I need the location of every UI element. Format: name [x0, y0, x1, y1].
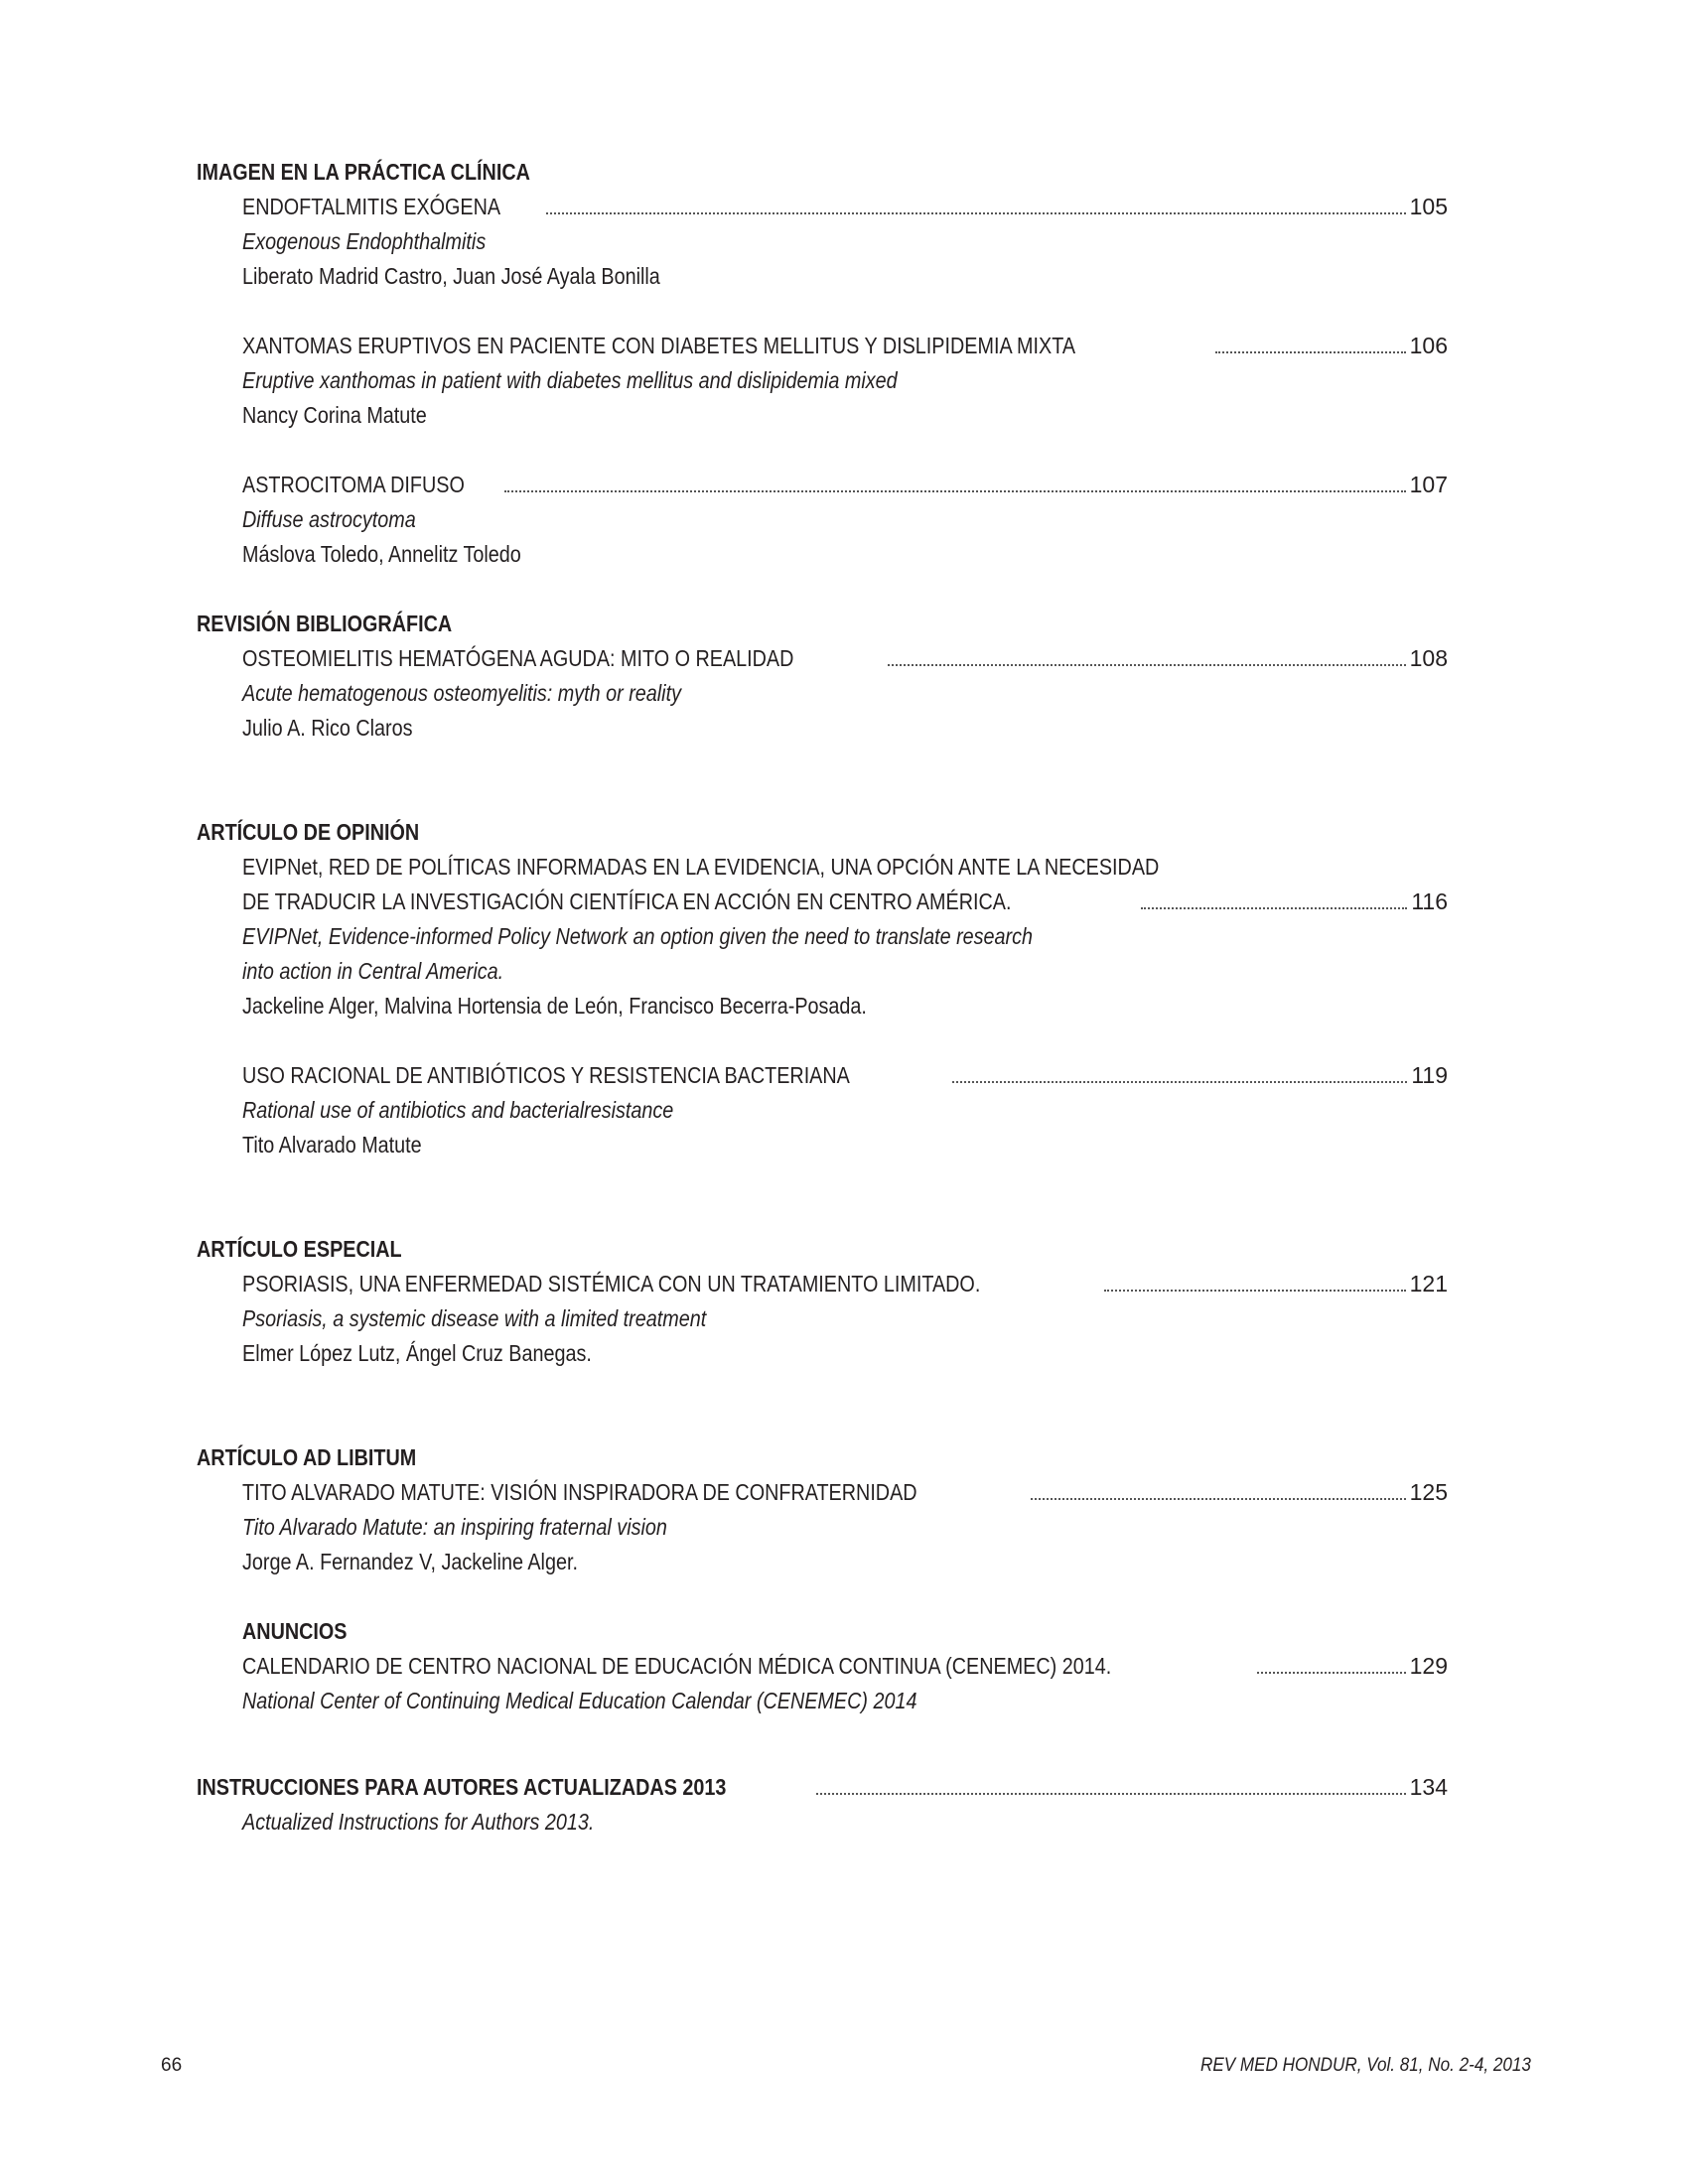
- entry-title: OSTEOMIELITIS HEMATÓGENA AGUDA: MITO O REALIDAD: [242, 645, 794, 671]
- page-number: 116: [1411, 888, 1448, 914]
- dot-leader: [546, 212, 1405, 214]
- entry-english-title: Diffuse astrocytoma: [242, 506, 416, 532]
- entry-english-title: National Center of Continuing Medical Education Calendar (CENEMEC) 2014: [242, 1688, 917, 1713]
- dot-leader: [1141, 907, 1408, 909]
- toc-entry[interactable]: [197, 850, 1448, 1024]
- entry-title: USO RACIONAL DE ANTIBIÓTICOS Y RESISTENCIA BACTERIANA: [242, 1062, 850, 1088]
- entry-english-title: Eruptive xanthomas in patient with diabetes mellitus and dislipidemia mixed: [242, 367, 898, 393]
- anuncios-title: ANUNCIOS: [242, 1618, 348, 1644]
- entry-english-title: into action in Central America.: [242, 958, 504, 984]
- entry-english-title: EVIPNet, Evidence-informed Policy Network an option given the need to translate research: [242, 923, 1034, 949]
- footer-page-number: 66: [161, 2055, 183, 2076]
- section-title: ARTÍCULO DE OPINIÓN: [197, 819, 420, 845]
- entry-english-title: Exogenous Endophthalmitis: [242, 228, 487, 254]
- entry-authors: Jorge A. Fernandez V, Jackeline Alger.: [242, 1549, 578, 1574]
- section-title: INSTRUCCIONES PARA AUTORES ACTUALIZADAS 2013: [197, 1774, 727, 1800]
- page-number: 107: [1409, 472, 1448, 497]
- entry-authors: Elmer López Lutz, Ángel Cruz Banegas.: [242, 1340, 592, 1366]
- page-number: 105: [1409, 194, 1448, 219]
- entry-authors: Máslova Toledo, Annelitz Toledo: [242, 541, 521, 567]
- toc-entry[interactable]: [197, 1267, 1448, 1371]
- entry-english-title: Acute hematogenous osteomyelitis: myth or reality: [242, 680, 681, 706]
- entry-title: PSORIASIS, UNA ENFERMEDAD SISTÉMICA CON UN TRATAMIENTO LIMITADO.: [242, 1271, 981, 1297]
- entry-title: XANTOMAS ERUPTIVOS EN PACIENTE CON DIABETES MELLITUS Y DISLIPIDEMIA MIXTA: [242, 333, 1076, 358]
- page-number: 108: [1409, 645, 1448, 671]
- section-articulo-opinion: [197, 815, 1448, 1162]
- section-instrucciones: [197, 1770, 1448, 1840]
- toc-entry[interactable]: [197, 641, 1448, 746]
- anuncios-block: [197, 1614, 1448, 1718]
- dot-leader: [816, 1793, 1405, 1795]
- entry-authors: Nancy Corina Matute: [242, 402, 427, 428]
- entry-authors: Jackeline Alger, Malvina Hortensia de León, Francisco Becerra-Posada.: [242, 993, 867, 1019]
- entry-title: TITO ALVARADO MATUTE: VISIÓN INSPIRADORA DE CONFRATERNIDAD: [242, 1479, 917, 1505]
- dot-leader: [504, 490, 1405, 492]
- entry-title: EVIPNet, RED DE POLÍTICAS INFORMADAS EN LA EVIDENCIA, UNA OPCIÓN ANTE LA NECESIDAD: [242, 854, 1160, 880]
- section-revision-bibliografica: [197, 607, 1448, 746]
- section-title: REVISIÓN BIBLIOGRÁFICA: [197, 611, 453, 636]
- entry-title: CALENDARIO DE CENTRO NACIONAL DE EDUCACIÓN MÉDICA CONTINUA (CENEMEC) 2014.: [242, 1653, 1112, 1679]
- page-number: 125: [1409, 1479, 1448, 1505]
- entry-authors: Tito Alvarado Matute: [242, 1132, 422, 1158]
- page-number: 121: [1409, 1271, 1448, 1297]
- dot-leader: [888, 664, 1406, 666]
- entry-title: DE TRADUCIR LA INVESTIGACIÓN CIENTÍFICA EN ACCIÓN EN CENTRO AMÉRICA.: [242, 888, 1012, 914]
- page-number: 129: [1409, 1653, 1448, 1679]
- page-number: 106: [1409, 333, 1448, 358]
- footer-journal-citation: REV MED HONDUR, Vol. 81, No. 2-4, 2013: [1200, 2055, 1531, 2076]
- toc-entry[interactable]: [197, 1770, 1448, 1805]
- toc-entry[interactable]: [197, 468, 1448, 572]
- section-title: IMAGEN EN LA PRÁCTICA CLÍNICA: [197, 159, 530, 185]
- section-articulo-ad-libitum: [197, 1440, 1448, 1718]
- dot-leader: [1031, 1498, 1405, 1500]
- entry-title: ASTROCITOMA DIFUSO: [242, 472, 465, 497]
- section-title: ARTÍCULO AD LIBITUM: [197, 1444, 417, 1470]
- entry-authors: Julio A. Rico Claros: [242, 715, 413, 741]
- entry-english-title: Tito Alvarado Matute: an inspiring fraternal vision: [242, 1514, 667, 1540]
- entry-title: ENDOFTALMITIS EXÓGENA: [242, 194, 501, 219]
- toc-entry[interactable]: [242, 1649, 1448, 1684]
- dot-leader: [1257, 1672, 1406, 1674]
- section-articulo-especial: [197, 1232, 1448, 1371]
- dot-leader: [952, 1081, 1407, 1083]
- page-footer: [161, 2055, 1531, 2077]
- dot-leader: [1104, 1290, 1405, 1292]
- page-number: 134: [1409, 1774, 1448, 1800]
- dot-leader: [1215, 351, 1406, 353]
- toc-entry[interactable]: [197, 190, 1448, 294]
- toc-entry[interactable]: [197, 1058, 1448, 1162]
- entry-authors: Liberato Madrid Castro, Juan José Ayala Bonilla: [242, 263, 660, 289]
- entry-english-title: Actualized Instructions for Authors 2013.: [242, 1809, 595, 1835]
- section-imagen-practica-clinica: [197, 155, 1448, 572]
- entry-english-title: Psoriasis, a systemic disease with a limited treatment: [242, 1305, 707, 1331]
- table-of-contents: [197, 155, 1448, 1840]
- toc-entry[interactable]: [197, 329, 1448, 433]
- toc-entry[interactable]: [197, 1475, 1448, 1579]
- entry-english-title: Rational use of antibiotics and bacterialresistance: [242, 1097, 674, 1123]
- section-title: ARTÍCULO ESPECIAL: [197, 1236, 402, 1262]
- page-number: 119: [1411, 1062, 1448, 1088]
